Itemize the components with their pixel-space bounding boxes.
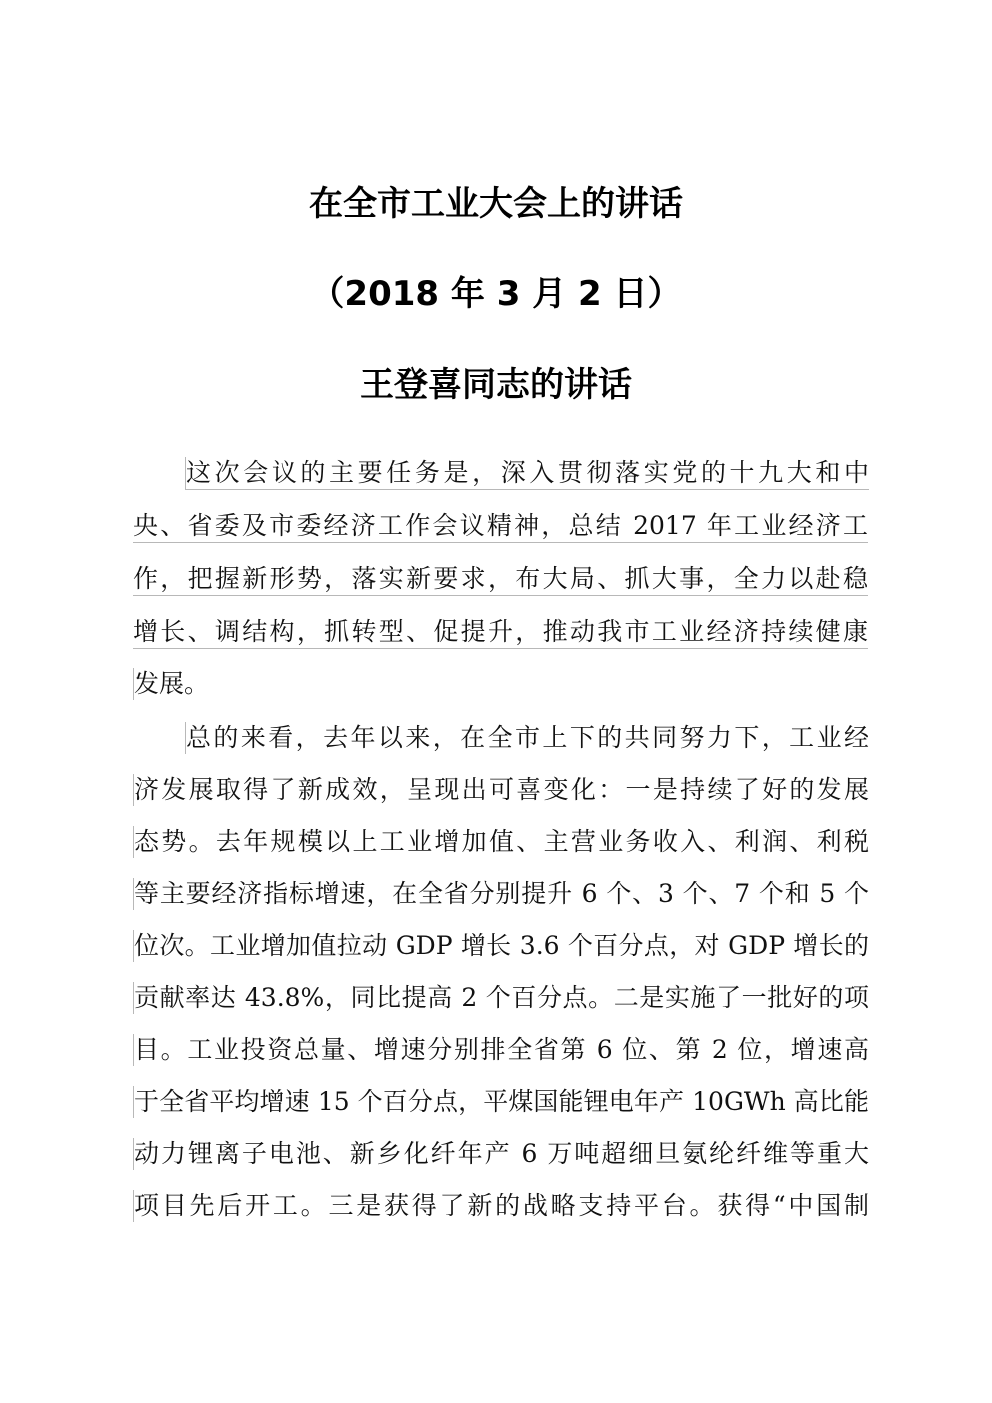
text-line: 于全省平均增速 15 个百分点，平煤国能锂电年产 10GWh 高比能 — [134, 1087, 869, 1116]
document-date: （2018 年 3 月 2 日） — [310, 274, 682, 314]
text-line: 发展。 — [133, 668, 869, 700]
text-line: 等主要经济指标增速，在全省分别提升 6 个、3 个、7 个和 5 个 — [134, 879, 869, 908]
text-line: 总的来看，去年以来，在全市上下的共同努力下，工业经 — [186, 723, 869, 752]
text-line: 这次会议的主要任务是，深入贯彻落实党的十九大和中 — [185, 457, 869, 490]
text-line: 态势。去年规模以上工业增加值、主营业务收入、利润、利税 — [134, 827, 869, 856]
text-line: 作，把握新形势，落实新要求，布大局、抓大事，全力以赴稳 — [133, 563, 868, 596]
document-title: 在全市工业大会上的讲话 — [309, 184, 683, 224]
text-line: 央、省委及市委经济工作会议精神，总结 2017 年工业经济工 — [133, 510, 868, 543]
text-line: 目。工业投资总量、增速分别排全省第 6 位、第 2 位，增速高 — [134, 1035, 869, 1064]
document-subtitle: 王登喜同志的讲话 — [360, 365, 632, 405]
text-line: 动力锂离子电池、新乡化纤年产 6 万吨超细旦氨纶纤维等重大 — [134, 1139, 869, 1168]
text-line: 增长、调结构，抓转型、促提升，推动我市工业经济持续健康 — [133, 616, 868, 649]
text-line: 项目先后开工。三是获得了新的战略支持平台。获得“中国制 — [134, 1191, 869, 1220]
text-line: 位次。工业增加值拉动 GDP 增长 3.6 个百分点，对 GDP 增长的 — [134, 931, 869, 960]
text-line: 济发展取得了新成效，呈现出可喜变化：一是持续了好的发展 — [134, 775, 869, 804]
text-line: 贡献率达 43.8%，同比提高 2 个百分点。二是实施了一批好的项 — [134, 983, 869, 1012]
